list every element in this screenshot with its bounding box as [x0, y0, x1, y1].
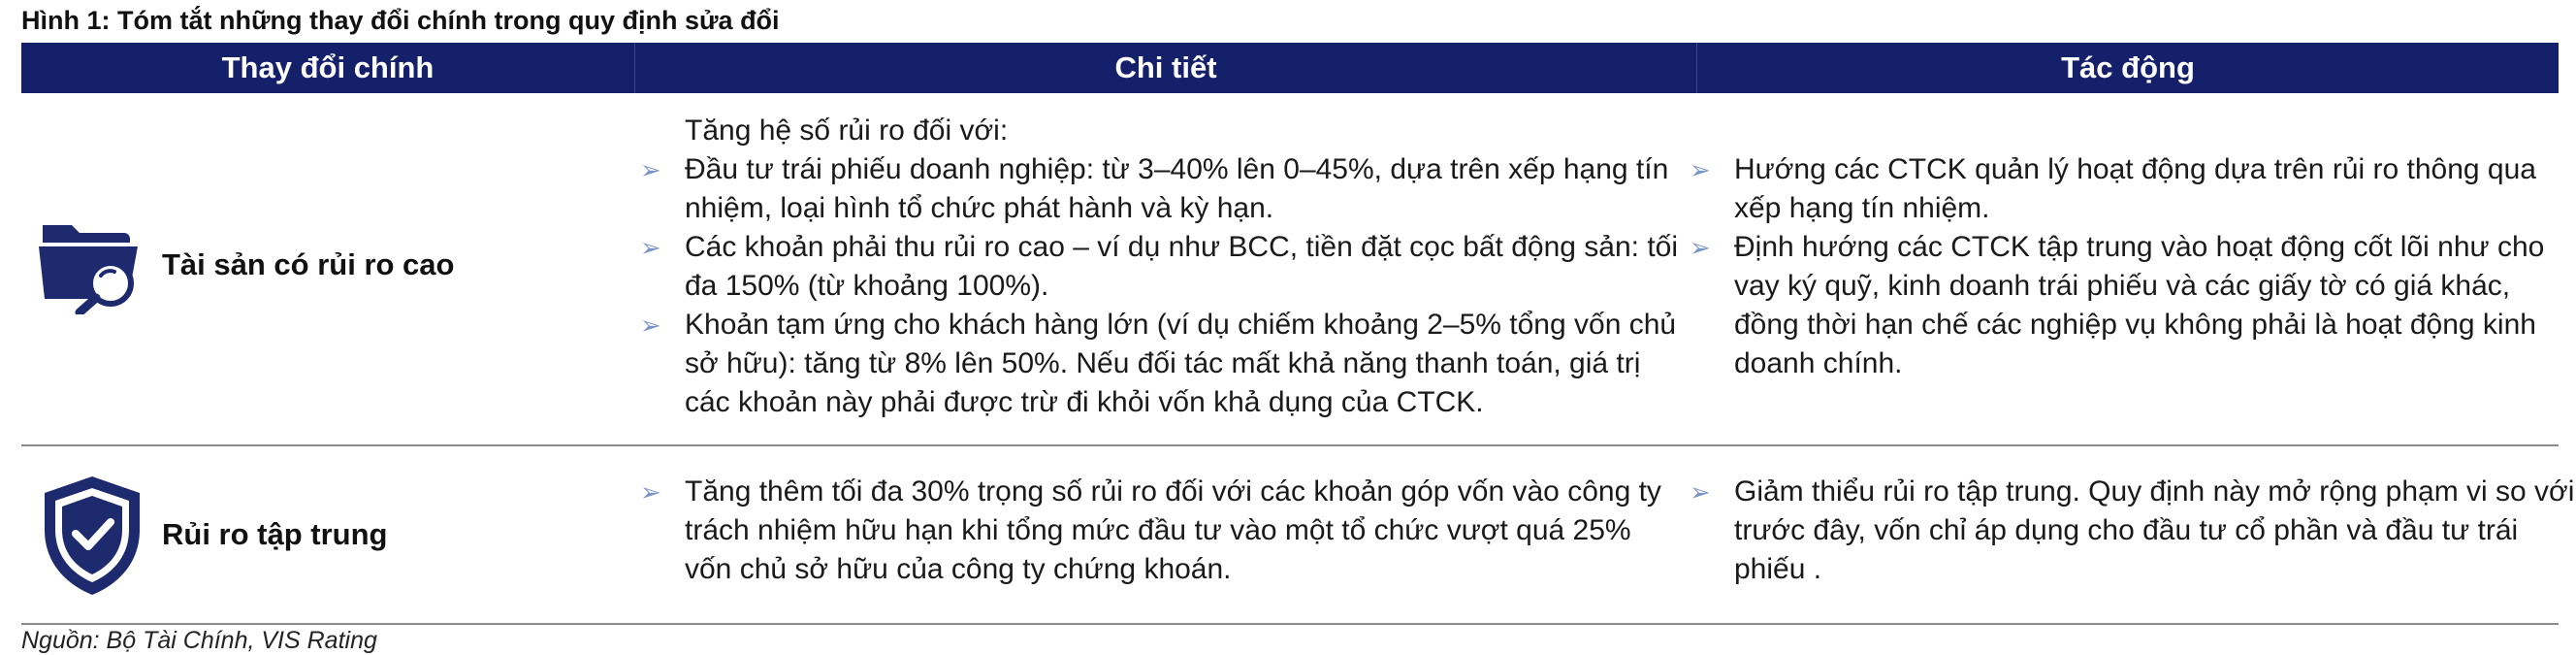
details-intro: Tăng hệ số rủi ro đối với: [685, 115, 1009, 147]
list-item: ➢ Giảm thiểu rủi ro tập trung. Quy định này mở rộng phạm vi so với trước đây, vốn chỉ áp dụng cho đầu tư cổ phần và đầu tư trái phiếu . [1734, 473, 2576, 589]
shield-check-icon [35, 474, 149, 603]
bullet-arrow-icon: ➢ [1690, 477, 1711, 507]
header-details: Chi tiết [635, 43, 1697, 93]
impact-cell [1690, 446, 2575, 623]
source-note: Nguồn: Bộ Tài Chính, VIS Rating [21, 627, 377, 654]
header-impact: Tác động [2061, 50, 2195, 84]
folder-magnifier-icon [35, 213, 149, 319]
bullet-arrow-icon: ➢ [1690, 233, 1711, 262]
list-item: ➢ Hướng các CTCK quản lý hoạt động dựa trên rủi ro thông qua xếp hạng tín nhiệm. [1734, 150, 2576, 228]
details-cell [634, 446, 1695, 623]
bullet-arrow-icon: ➢ [1690, 155, 1711, 184]
list-item: ➢ Định hướng các CTCK tập trung vào hoạt động cốt lõi như cho vay ký quỹ, kinh doanh trái phiếu và các giấy tờ có giá khác, đồng thời hạn chế các nghiệp vụ không phải là hoạt động kinh doanh chính. [1734, 228, 2576, 383]
bullet-arrow-icon: ➢ [640, 233, 661, 262]
header-key-change: Thay đổi chính [21, 43, 635, 93]
list-item: ➢ Đầu tư trái phiếu doanh nghiệp: từ 3–40% lên 0–45%, dựa trên xếp hạng tín nhiệm, loại hình tổ chức phát hành và kỳ hạn. [685, 150, 1679, 228]
row-title: Rủi ro tập trung [162, 517, 388, 551]
table-row [21, 446, 2575, 625]
impact-cell [1690, 93, 2559, 444]
list-item: ➢ Các khoản phải thu rủi ro cao – ví dụ như BCC, tiền đặt cọc bất động sản: tối đa 150% (từ khoảng 100%). [685, 228, 1679, 306]
table-header [21, 43, 2559, 93]
list-item: ➢ Tăng thêm tối đa 30% trọng số rủi ro đối với các khoản góp vốn vào công ty trách nhiệm hữu hạn khi tổng mức đầu tư vào một tổ chức vượt quá 25% vốn chủ sở hữu của công ty chứng khoán. [685, 473, 1679, 589]
details-cell [634, 93, 1695, 444]
table-row [21, 93, 2559, 446]
bullet-arrow-icon: ➢ [640, 155, 661, 184]
row-title: Tài sản có rủi ro cao [162, 247, 455, 281]
key-change-cell [21, 446, 634, 623]
bullet-arrow-icon: ➢ [640, 477, 661, 507]
bullet-arrow-icon: ➢ [640, 311, 661, 340]
table-caption: Hình 1: Tóm tắt những thay đổi chính trong quy định sửa đổi [21, 6, 780, 35]
list-item: ➢ Khoản tạm ứng cho khách hàng lớn (ví dụ chiếm khoảng 2–5% tổng vốn chủ sở hữu): tăng từ 8% lên 50%. Nếu đối tác mất khả năng thanh toán, giá trị các khoản này phải được trừ đi khỏi vốn khả dụng của CTCK. [685, 306, 1679, 422]
key-change-cell [21, 93, 634, 444]
